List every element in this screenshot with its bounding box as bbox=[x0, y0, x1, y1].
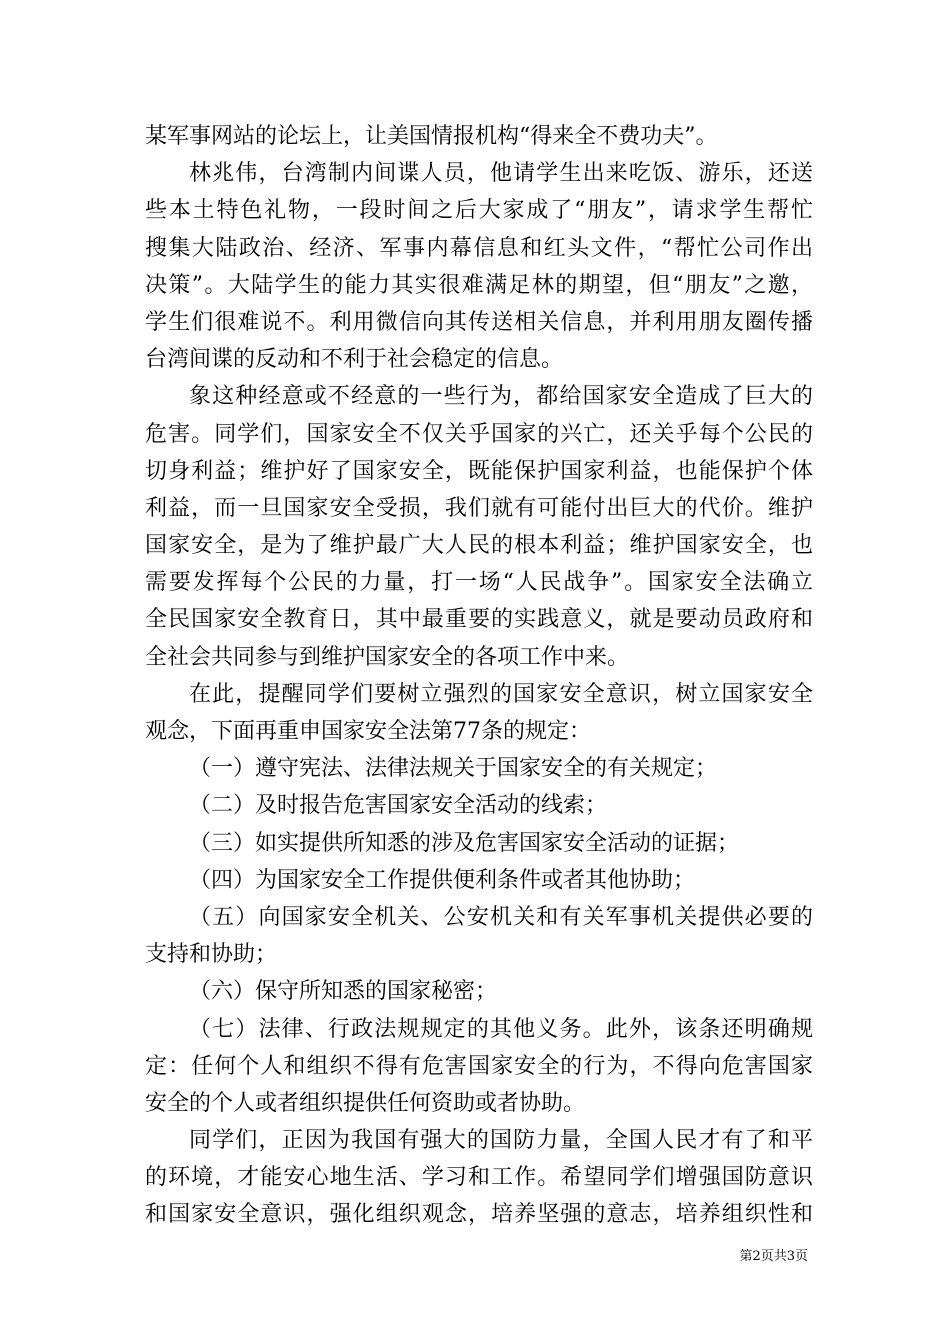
paragraph bbox=[145, 825, 813, 862]
text-line: （二）及时报告危害国家安全活动的线索； bbox=[189, 793, 608, 819]
paragraph bbox=[145, 1122, 813, 1234]
text-line: （五）向国家安全机关、公安机关和有关军事机关提供必要的 bbox=[189, 904, 813, 930]
paragraph bbox=[145, 973, 813, 1010]
text-line: 的环境，才能安心地生活、学习和工作。希望同学们增强国防意识 bbox=[145, 1165, 813, 1191]
text-line: 定：任何个人和组织不得有危害国家安全的行为，不得向危害国家 bbox=[145, 1053, 813, 1079]
text-line: 学生们很难说不。利用微信向其传送相关信息，并利用朋友圈传播 bbox=[145, 309, 813, 335]
text-line: （四）为国家安全工作提供便利条件或者其他协助； bbox=[189, 867, 696, 893]
text-line: 搜集大陆政治、经济、军事内幕信息和红头文件，“帮忙公司作出 bbox=[145, 235, 813, 261]
page-number: 第2页共3页 bbox=[739, 1249, 808, 1264]
paragraph bbox=[145, 862, 813, 899]
paragraph bbox=[145, 118, 813, 155]
text-line: 同学们，正因为我国有强大的国防力量，全国人民才有了和平 bbox=[189, 1128, 813, 1154]
text-line: 林兆伟，台湾制内间谍人员，他请学生出来吃饭、游乐，还送 bbox=[189, 161, 813, 187]
paragraph bbox=[145, 1011, 813, 1123]
paragraph bbox=[145, 155, 813, 378]
text-line: 台湾间谍的反动和不利于社会稳定的信息。 bbox=[145, 347, 564, 373]
text-line: 切身利益；维护好了国家安全，既能保护国家利益，也能保护个体 bbox=[145, 458, 813, 484]
text-line: （六）保守所知悉的国家秘密； bbox=[189, 979, 498, 1005]
text-line: 决策”。大陆学生的能力其实很难满足林的期望，但“朋友”之邀， bbox=[145, 272, 813, 298]
text-line: 观念，下面再重申国家安全法第77条的规定： bbox=[145, 719, 591, 744]
document-body bbox=[145, 118, 813, 1234]
text-line: 利益，而一旦国家安全受损，我们就有可能付出巨大的代价。维护 bbox=[145, 495, 813, 521]
text-line: （三）如实提供所知悉的涉及危害国家安全活动的证据； bbox=[189, 830, 740, 856]
paragraph bbox=[145, 378, 813, 676]
text-line: 象这种经意或不经意的一些行为，都给国家安全造成了巨大的 bbox=[189, 384, 813, 410]
text-line: 安全的个人或者组织提供任何资助或者协助。 bbox=[145, 1090, 586, 1116]
text-line: 在此，提醒同学们要树立强烈的国家安全意识，树立国家安全 bbox=[189, 681, 813, 707]
text-line: 支持和协助； bbox=[145, 942, 278, 968]
text-line: 危害。同学们，国家安全不仅关乎国家的兴亡，还关乎每个公民的 bbox=[145, 421, 813, 447]
paragraph bbox=[145, 750, 813, 787]
text-line: 需要发挥每个公民的力量，打一场“人民战争”。国家安全法确立 bbox=[145, 570, 813, 596]
paragraph bbox=[145, 899, 813, 973]
text-line: （七）法律、行政法规规定的其他义务。此外，该条还明确规 bbox=[189, 1016, 813, 1042]
text-line: 和国家安全意识，强化组织观念，培养坚强的意志，培养组织性和 bbox=[145, 1202, 813, 1228]
paragraph bbox=[145, 676, 813, 750]
text-line: 全社会共同参与到维护国家安全的各项工作中来。 bbox=[145, 644, 630, 670]
text-line: 国家安全，是为了维护最广大人民的根本利益；维护国家安全，也 bbox=[145, 533, 813, 559]
text-line: 全民国家安全教育日，其中最重要的实践意义，就是要动员政府和 bbox=[145, 607, 813, 633]
text-line: 某军事网站的论坛上，让美国情报机构“得来全不费功夫”。 bbox=[145, 124, 718, 149]
text-line: 些本土特色礼物，一段时间之后大家成了“朋友”，请求学生帮忙 bbox=[145, 198, 813, 224]
text-line: （一）遵守宪法、法律法规关于国家安全的有关规定； bbox=[189, 756, 718, 782]
paragraph bbox=[145, 787, 813, 824]
